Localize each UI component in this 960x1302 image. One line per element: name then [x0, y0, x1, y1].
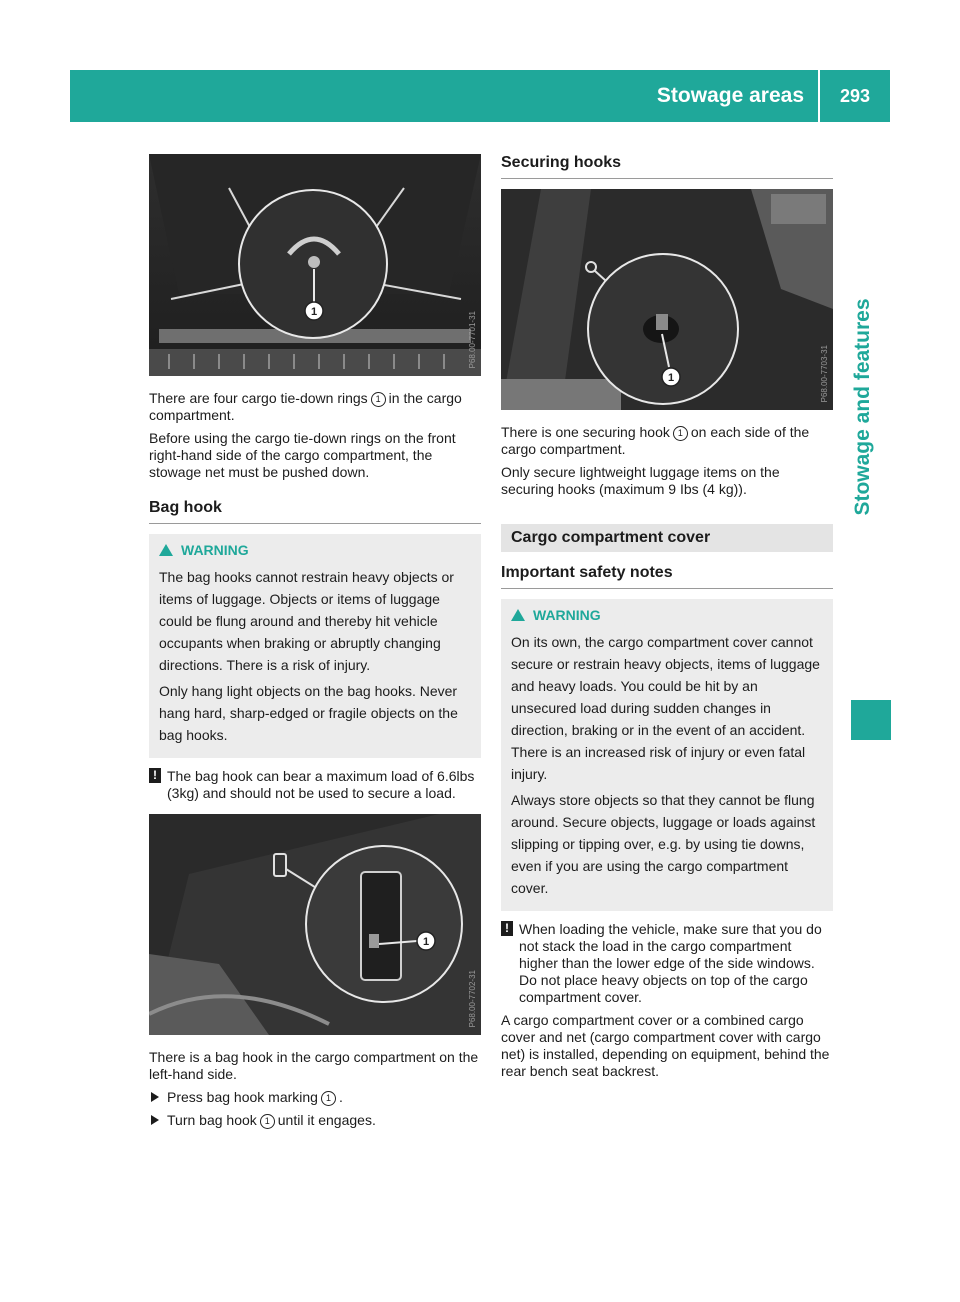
warning-header: WARNING: [511, 607, 823, 623]
section-title: Stowage areas: [657, 70, 820, 122]
page-number: 293: [839, 86, 871, 106]
tiedown-rings-photo: [149, 154, 481, 376]
chapter-label: Stowage and features: [850, 298, 874, 516]
photo-code: P68.00-7702-31: [468, 969, 477, 1027]
securing-hook-paragraph: There is one securing hook 1 on each side of the cargo compartment.: [501, 424, 810, 457]
bag-hook-warning: [149, 534, 481, 758]
warning-text-2: Always store objects so that they cannot be flung around. Secure objects, luggage or loads against slipping or tipping over, e.g. by using tie downs, even if you are using the cargo compartment cover.: [511, 792, 816, 896]
callout-1-icon: 1: [673, 426, 688, 441]
chapter-side-tab: [835, 142, 890, 672]
bag-hook-illustration: [149, 814, 481, 1035]
instruction-step-1: Press bag hook marking 1 .: [149, 1089, 481, 1106]
callout-1-icon: 1: [321, 1091, 336, 1106]
right-column: [501, 154, 833, 1086]
cargo-cover-warning: [501, 599, 833, 911]
page-header-bar: [70, 70, 890, 122]
step-arrow-icon: [151, 1115, 159, 1125]
notice-icon: !: [501, 921, 513, 936]
securing-hook-photo: [501, 189, 833, 410]
warning-triangle-icon: [159, 544, 173, 556]
bag-hook-photo: [149, 814, 481, 1035]
svg-text:1: 1: [667, 372, 675, 384]
tiedown-paragraph: There are four cargo tie-down rings 1 in the cargo compartment.: [149, 390, 462, 423]
before-paragraph: Before using the cargo tie-down rings on the front right-hand side of the cargo compartment, the stowage net must be pushed down.: [149, 430, 456, 480]
cover-installed-paragraph: A cargo compartment cover or a combined cargo cover and net (cargo compartment cover with cargo net) is installed, depending on equipment, behind the rear bench seat backrest.: [501, 1012, 830, 1079]
step-arrow-icon: [151, 1092, 159, 1102]
warning-text-2: Only hang light objects on the bag hooks. Never hang hard, sharp-edged or fragile objects on the bag hooks.: [159, 683, 458, 743]
callout-1-icon: 1: [260, 1114, 275, 1129]
warning-text-1: On its own, the cargo compartment cover cannot secure or restrain heavy objects, items of luggage and heavy loads. You could be hit by an unsecured load during sudden changes in direction, braking or in the event of an accident. There is an increased risk of injury or even fatal injury.: [511, 634, 820, 782]
securing-hook-illustration: [501, 189, 833, 410]
warning-text-1: The bag hooks cannot restrain heavy objects or items of luggage. Objects or items of luggage could be flung around and thereby hit vehicle occupants when braking or abruptly changing directions. There is a risk of injury.: [159, 569, 454, 673]
loading-notice: ! When loading the vehicle, make sure that you do not stack the load in the cargo compartment higher than the lower edge of the side windows. Do not place heavy objects on top of the cargo compartment cover.: [501, 921, 833, 1006]
instruction-step-2: Turn bag hook 1 until it engages.: [149, 1112, 481, 1129]
bag-hook-notice: ! The bag hook can bear a maximum load of 6.6lbs (3kg) and should not be used to secure a load.: [149, 768, 481, 802]
tiedown-rings-illustration: [149, 154, 481, 376]
photo-code: P68.00-7703-31: [820, 344, 829, 402]
notice-icon: !: [149, 768, 161, 783]
securing-hooks-heading: Securing hooks: [501, 154, 833, 179]
callout-1-icon: 1: [371, 392, 386, 407]
svg-text:1: 1: [422, 936, 430, 948]
lightweight-paragraph: Only secure lightweight luggage items on the securing hooks (maximum 9 Ibs (4 kg)).: [501, 464, 780, 497]
safety-notes-heading: Important safety notes: [501, 564, 833, 589]
warning-header: WARNING: [159, 542, 471, 558]
cargo-cover-section-band: Cargo compartment cover: [501, 524, 833, 552]
svg-text:1: 1: [310, 306, 318, 318]
chapter-marker: [851, 700, 891, 740]
left-column: [149, 154, 481, 1135]
bag-hook-location-paragraph: There is a bag hook in the cargo compartment on the left-hand side.: [149, 1049, 479, 1082]
photo-code: P68.00-7701-31: [468, 310, 477, 368]
warning-triangle-icon: [511, 609, 525, 621]
bag-hook-heading: Bag hook: [149, 499, 481, 524]
